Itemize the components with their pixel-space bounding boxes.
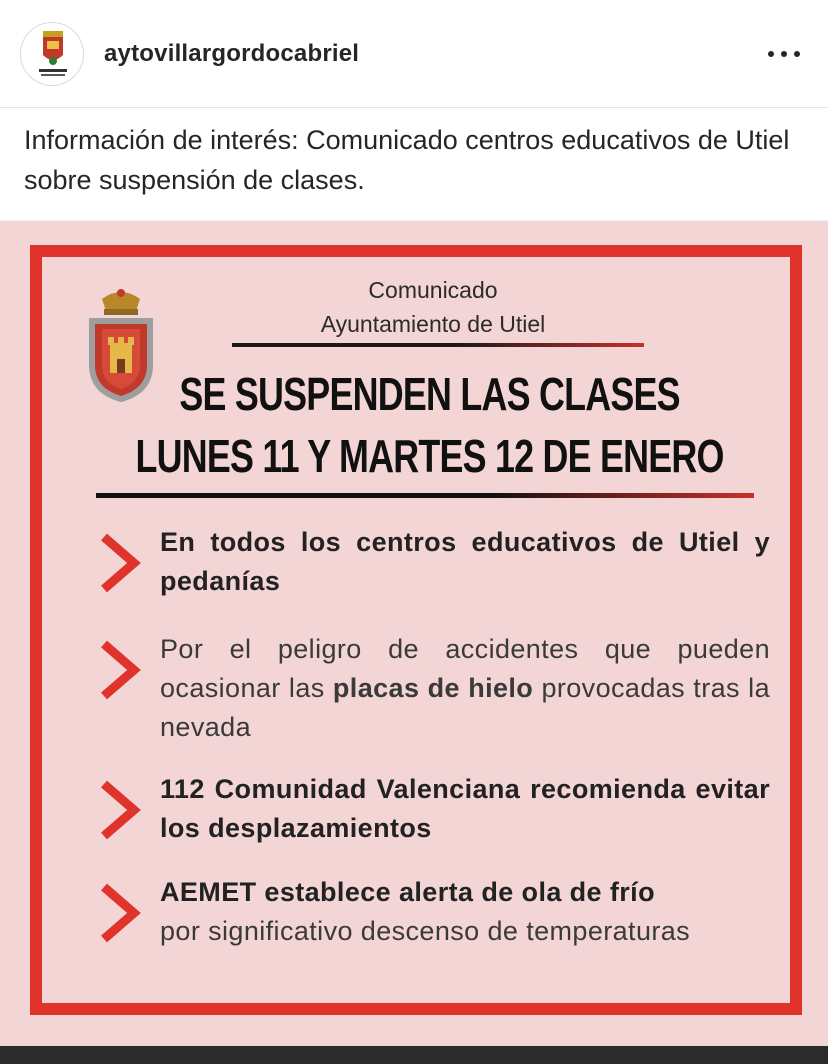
chevron-right-icon	[96, 533, 142, 593]
post-image[interactable]	[0, 220, 828, 1046]
chevron-right-icon	[96, 640, 142, 700]
municipal-crest-logo	[21, 23, 84, 86]
item-text: En todos los centros educativos de Utiel y pedanías	[160, 527, 770, 596]
chevron-right-icon	[96, 883, 142, 943]
post-header	[0, 0, 828, 108]
account-avatar[interactable]	[20, 22, 84, 86]
item-text: 112 Comunidad Valenciana recomienda evitar los desplazamientos	[160, 774, 770, 843]
headline-line-2: LUNES 11 Y MARTES 12 DE ENERO	[135, 430, 724, 482]
account-username[interactable]: aytovillargordocabriel	[104, 40, 360, 67]
bottom-edge	[0, 1046, 828, 1064]
post-caption: Información de interés: Comunicado centros educativos de Utiel sobre suspensión de clases.	[24, 125, 790, 195]
poster-subtitle: Ayuntamiento de Utiel	[320, 311, 546, 337]
chevron-right-icon	[96, 780, 142, 840]
headline-line-1: SE SUSPENDEN LAS CLASES	[179, 368, 680, 420]
divider	[96, 493, 754, 498]
item-text: Por el peligro de accidentes que pueden ocasionar las placas de hielo provocadas tras la nevada	[160, 634, 770, 742]
more-options-button[interactable]	[764, 38, 804, 68]
poster-title: Comunicado	[368, 277, 498, 303]
divider	[232, 343, 644, 347]
item-text: AEMET establece alerta de ola de frío por significativo descenso de temperaturas	[160, 877, 691, 946]
more-horizontal-icon	[768, 51, 774, 57]
